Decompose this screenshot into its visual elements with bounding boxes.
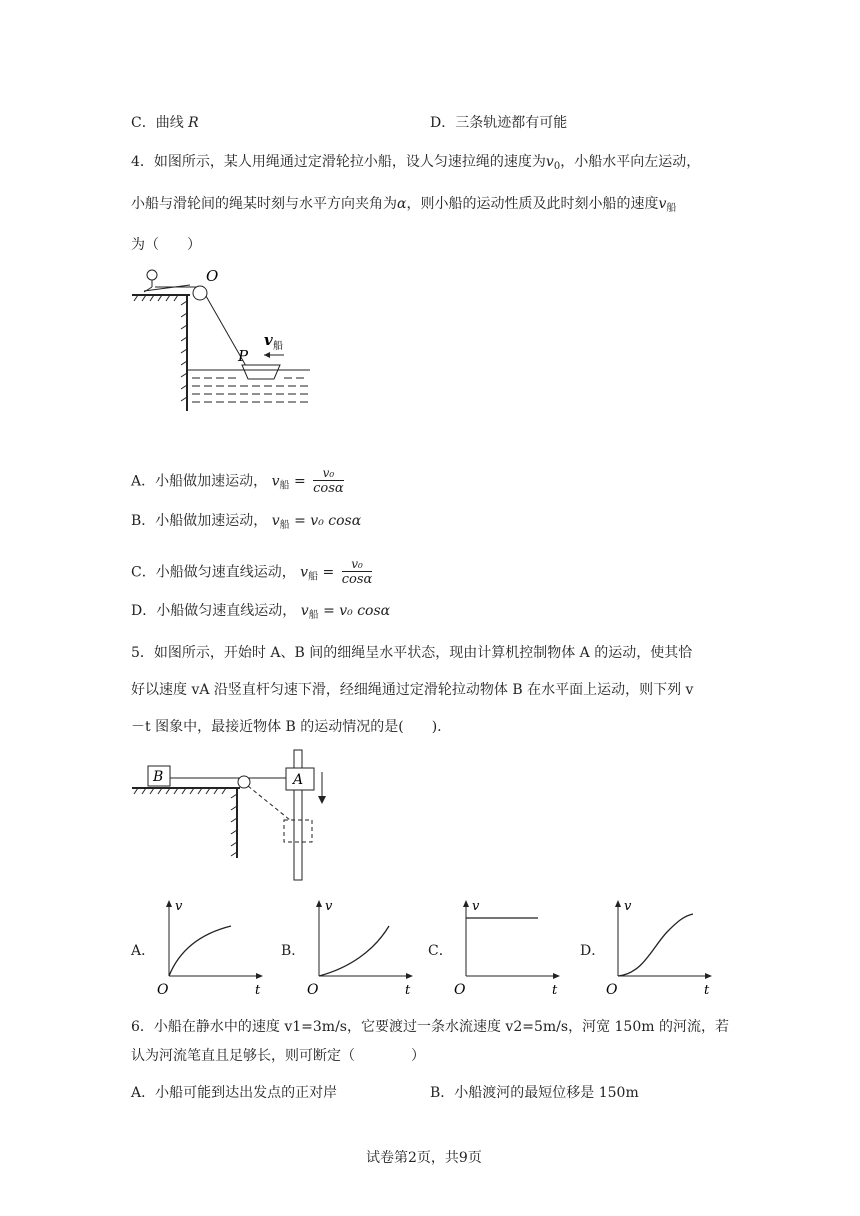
origin-label: O (606, 982, 618, 998)
label-o: O (206, 267, 219, 285)
vt-curve (169, 926, 231, 976)
t-axis-arrow (705, 973, 712, 979)
label-p: P (238, 347, 249, 365)
t-axis-arrow (553, 973, 560, 979)
q5-line-3: －t 图象中，最接近物体 B 的运动情况的是( ). (131, 719, 442, 735)
v-label: v (624, 899, 632, 914)
q6-line-1: 6．小船在静水中的速度 v1=3m/s，它要渡过一条水流速度 v2=5m/s，河宽 150m 的河流，若 (131, 1019, 729, 1035)
t-label: t (704, 983, 710, 998)
label-v-boat: v (264, 331, 273, 349)
graph-option-b: B． (281, 943, 306, 959)
vt-graph-d (608, 896, 718, 996)
v-label: v (325, 899, 333, 914)
graph-option-c: C． (428, 943, 453, 959)
graph-option-d: D． (580, 943, 606, 959)
q6-line-2: 认为河流笔直且足够长，则可断定（ ） (131, 1048, 425, 1064)
q4-line-2: 小船与滑轮间的绳某时刻与水平方向夹角为α，则小船的运动性质及此时刻小船的速度$v_船$ (131, 196, 677, 214)
t-axis-arrow (256, 973, 263, 979)
q5-figure (130, 748, 340, 884)
t-axis-arrow (406, 973, 413, 979)
v-axis-arrow (316, 900, 322, 907)
origin-label: O (307, 982, 319, 998)
label-v-boat-sub: 船 (273, 341, 283, 352)
q3-option-d: D．三条轨迹都有可能 (430, 115, 568, 131)
t-label: t (552, 983, 558, 998)
vt-graph-c (456, 896, 566, 996)
var-r: R (188, 115, 199, 131)
q6-option-b: B．小船渡河的最短位移是 150m (430, 1085, 639, 1101)
label-a: A (293, 772, 304, 788)
label-b: B (153, 769, 164, 785)
q4-option-c: C．小船做匀速直线运动， $v_船$ = $\frac{\text{v₀}}{\cos\alpha}$ (131, 557, 373, 587)
v-label: v (472, 899, 480, 914)
page-footer: 试卷第2页，共9页 (366, 1150, 482, 1166)
vt-graph-a (159, 896, 269, 996)
q4-figure (130, 265, 320, 415)
v-axis-arrow (615, 900, 621, 907)
v-axis-arrow (166, 900, 172, 907)
v-label: v (175, 899, 183, 914)
q4-line-3: 为（ ） (131, 237, 201, 253)
q5-line-2: 好以速度 vA 沿竖直杆匀速下滑，经细绳通过定滑轮拉动物体 B 在水平面上运动，则下列 v (131, 682, 694, 698)
vt-curve (319, 926, 389, 976)
origin-label: O (454, 982, 466, 998)
origin-label: O (157, 982, 169, 998)
q6-option-a: A．小船可能到达出发点的正对岸 (131, 1085, 338, 1101)
t-label: t (255, 983, 261, 998)
vt-curve (618, 914, 693, 976)
q5-line-1: 5．如图所示，开始时 A、B 间的细绳呈水平状态，现由计算机控制物体 A 的运动，使其恰 (131, 645, 693, 661)
q4-option-d: D．小船做匀速直线运动， $v_船 = v_0$ cosα (131, 603, 391, 621)
v-axis-arrow (463, 900, 469, 907)
q3-option-c: C．曲线 R (131, 115, 199, 131)
q4-option-b: B．小船做加速运动， $v_船 = v_0$ cosα (131, 513, 362, 531)
graph-option-a: A． (131, 943, 156, 959)
q4-line-1: 4．如图所示，某人用绳通过定滑轮拉小船，设人匀速拉绳的速度为$v_0$，小船水平向左运动， (131, 154, 701, 172)
q4-option-a: A．小船做加速运动， $v_船$ = $\frac{\text{v₀}}{\cos\alpha}$ (131, 466, 344, 496)
vt-graph-b (309, 896, 419, 996)
t-label: t (405, 983, 411, 998)
